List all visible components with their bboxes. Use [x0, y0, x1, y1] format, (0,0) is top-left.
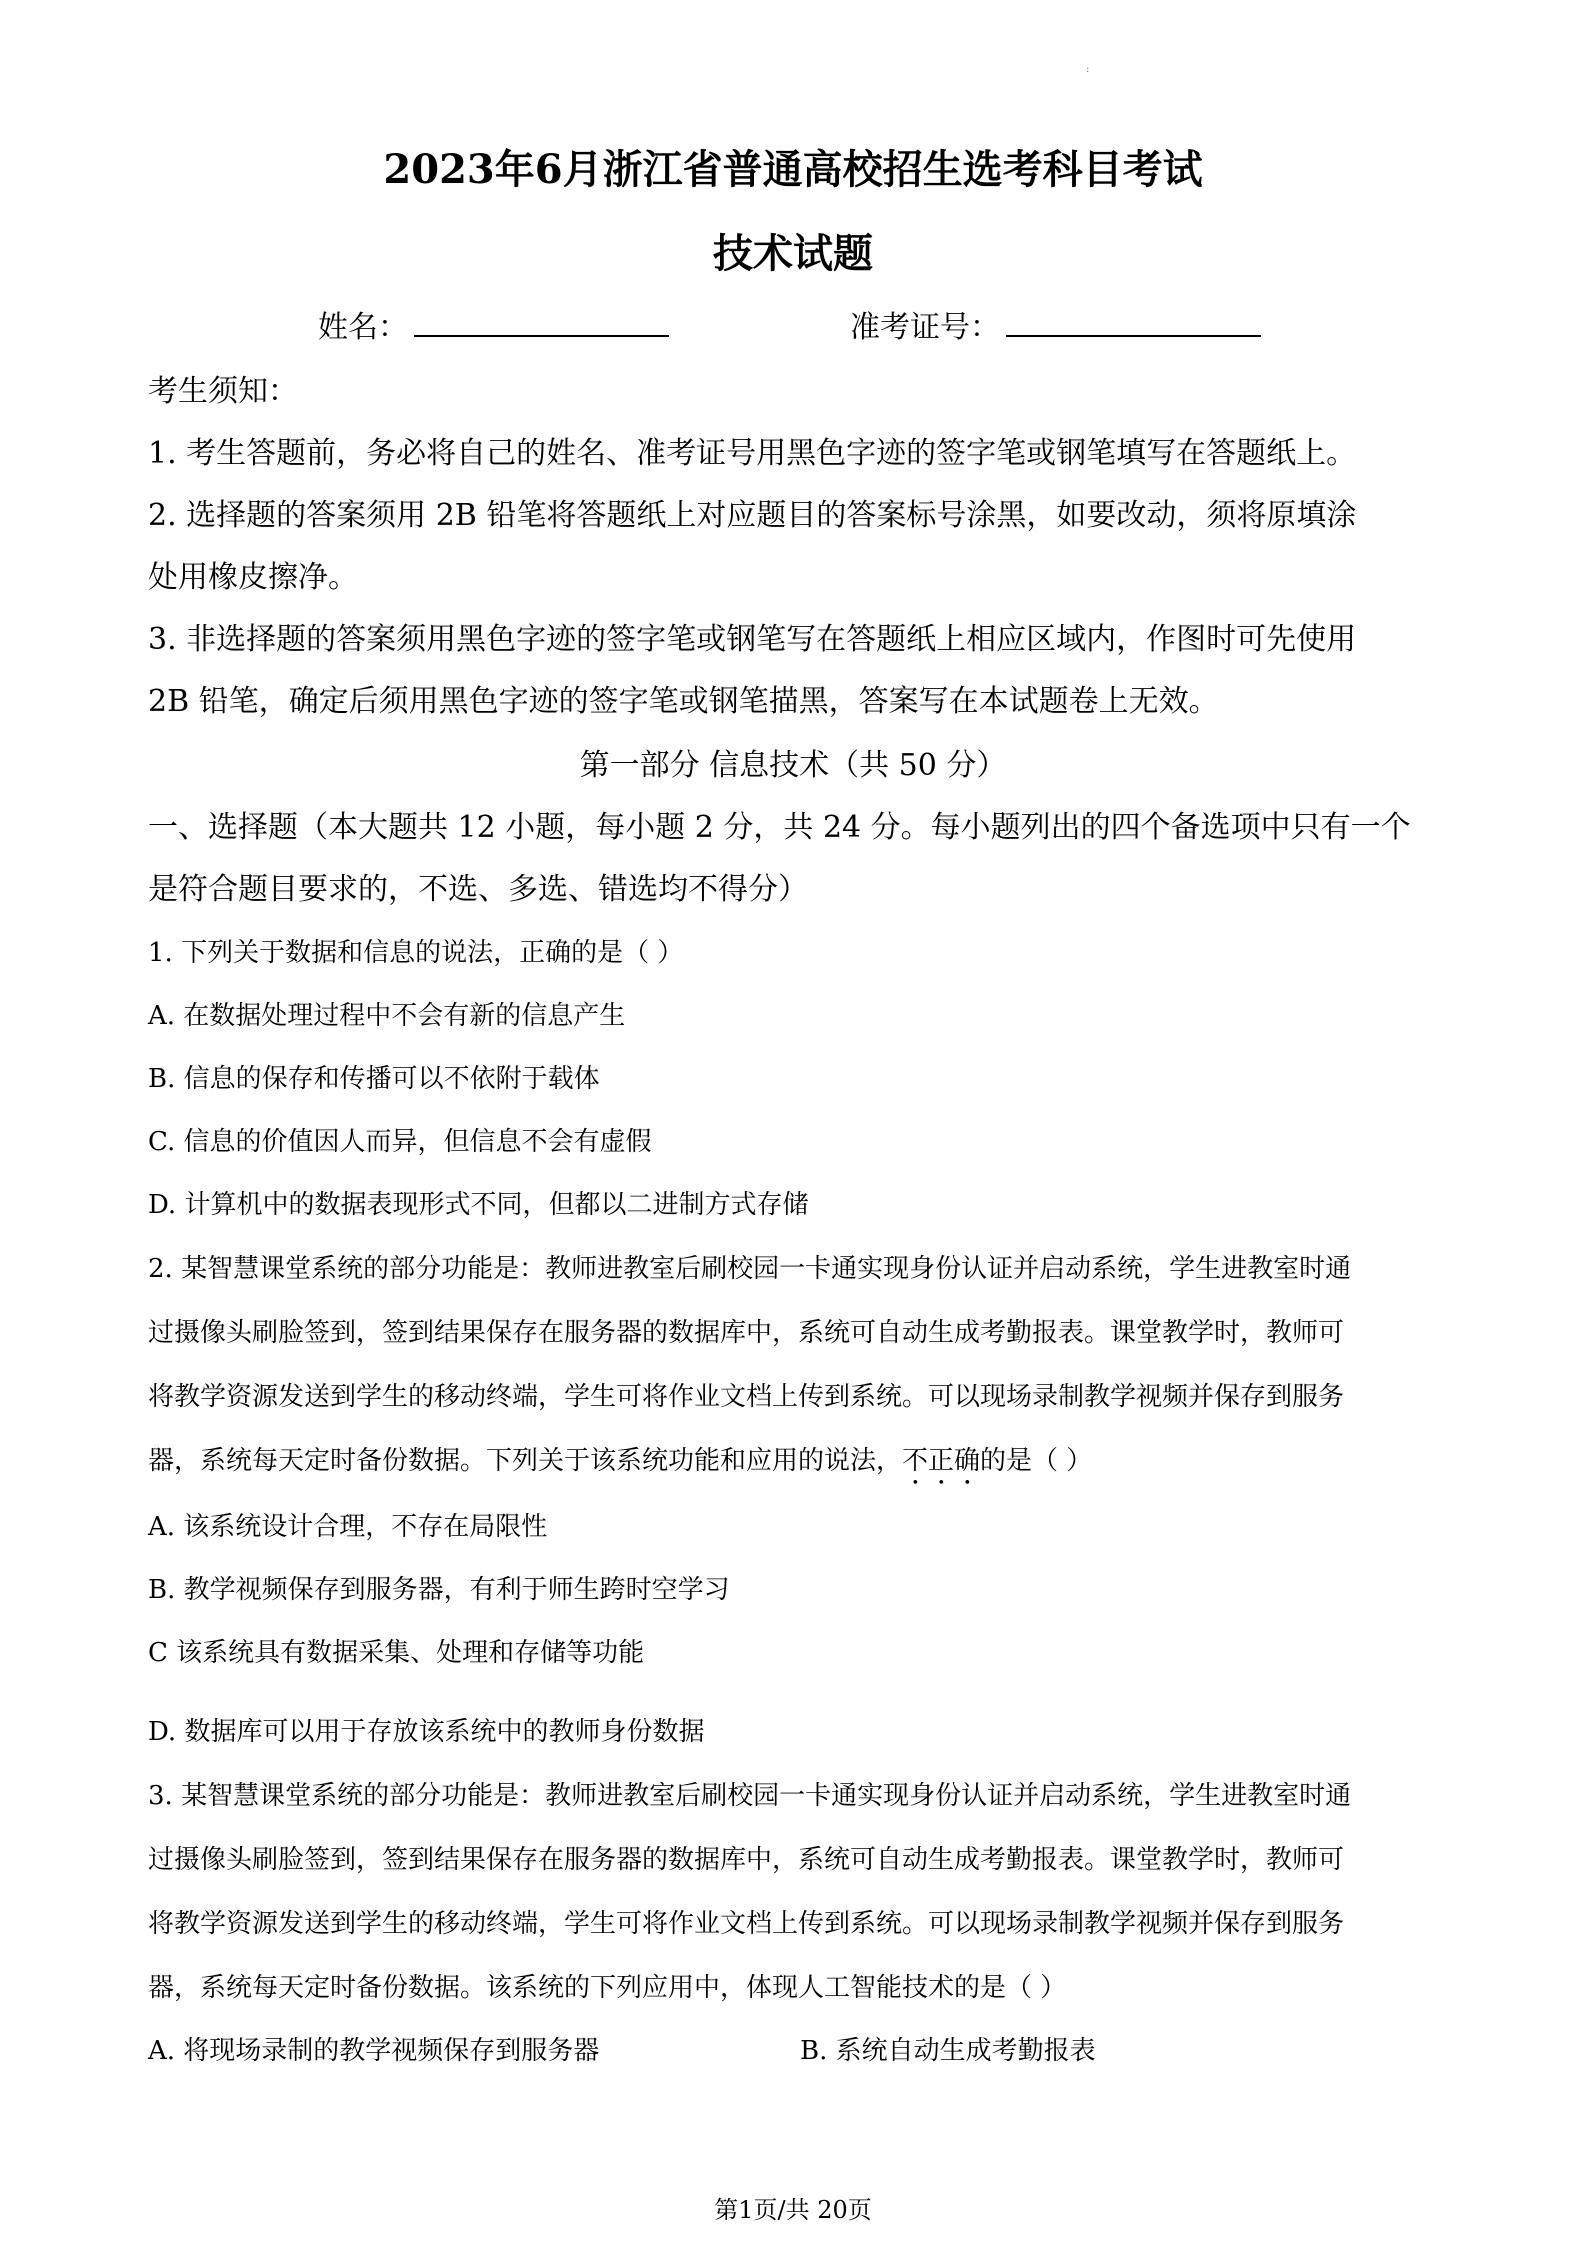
- emphasis-text: 不正确: [902, 1446, 981, 1476]
- mc-intro: 一、选择题（本大题共 12 小题，每小题 2 分，共 24 分。每小题列出的四个备选项中只有一个: [148, 810, 1411, 845]
- question-1-option-d: D. 计算机中的数据表现形式不同，但都以二进制方式存储: [148, 1190, 809, 1220]
- question-3-stem: 3. 某智慧课堂系统的部分功能是：教师进教室后刷校园一卡通实现身份认证并启动系统，学生进教室时通: [148, 1781, 1352, 1811]
- page-footer: 第1页/共 20页: [714, 2196, 872, 2224]
- question-3-option-b: B. 系统自动生成考勤报表: [800, 2036, 1096, 2066]
- notice-item: 3. 非选择题的答案须用黑色字迹的签字笔或钢笔写在答题纸上相应区域内，作图时可先使用: [148, 622, 1357, 657]
- notice-item: 2B 铅笔，确定后须用黑色字迹的签字笔或钢笔描黑，答案写在本试题卷上无效。: [148, 684, 1219, 719]
- question-2-option-a: A. 该系统设计合理，不存在局限性: [148, 1512, 548, 1542]
- notice-item: 1. 考生答题前，务必将自己的姓名、准考证号用黑色字迹的签字笔或钢笔填写在答题纸上。: [148, 436, 1357, 471]
- exam-title: 2023年6月浙江省普通高校招生选考科目考试: [383, 146, 1203, 193]
- corner-mark: :: [1086, 64, 1090, 75]
- id-blank[interactable]: [1006, 311, 1261, 337]
- notice-item: 处用橡皮擦净。: [148, 560, 358, 595]
- name-field[interactable]: [318, 302, 669, 346]
- question-2-option-d: D. 数据库可以用于存放该系统中的教师身份数据: [148, 1717, 705, 1747]
- name-label: 姓名：: [318, 310, 408, 345]
- question-3-option-a: A. 将现场录制的教学视频保存到服务器: [148, 2036, 600, 2066]
- question-3-stem: 将教学资源发送到学生的移动终端，学生可将作业文档上传到系统。可以现场录制教学视频并保存到服务: [148, 1909, 1345, 1939]
- question-2-stem: [148, 1440, 1092, 1491]
- section-title: 第一部分 信息技术（共 50 分）: [579, 748, 1007, 783]
- question-2-stem: 将教学资源发送到学生的移动终端，学生可将作业文档上传到系统。可以现场录制教学视频并保存到服务: [148, 1382, 1345, 1412]
- question-2-stem-part: 的是（ ）: [980, 1446, 1093, 1476]
- question-1-option-b: B. 信息的保存和传播可以不依附于载体: [148, 1064, 600, 1094]
- id-field[interactable]: [850, 302, 1261, 346]
- name-blank[interactable]: [414, 311, 669, 337]
- notice-heading: 考生须知：: [148, 374, 298, 409]
- question-3-stem: 器，系统每天定时备份数据。该系统的下列应用中，体现人工智能技术的是（ ）: [148, 1973, 1067, 2003]
- question-2-stem: 2. 某智慧课堂系统的部分功能是：教师进教室后刷校园一卡通实现身份认证并启动系统，学生进教室时通: [148, 1254, 1352, 1284]
- question-1-stem: 1. 下列关于数据和信息的说法，正确的是（ ）: [148, 938, 684, 968]
- question-2-stem: 过摄像头刷脸签到，签到结果保存在服务器的数据库中，系统可自动生成考勤报表。课堂教学时，教师可: [148, 1318, 1345, 1348]
- question-3-stem: 过摄像头刷脸签到，签到结果保存在服务器的数据库中，系统可自动生成考勤报表。课堂教学时，教师可: [148, 1845, 1345, 1875]
- question-2-stem-part: 器，系统每天定时备份数据。下列关于该系统功能和应用的说法，: [148, 1446, 903, 1476]
- question-2-option-b: B. 教学视频保存到服务器，有利于师生跨时空学习: [148, 1575, 730, 1605]
- question-2-option-c: C 该系统具有数据采集、处理和存储等功能: [148, 1638, 645, 1668]
- id-label: 准考证号：: [850, 310, 1000, 345]
- question-1-option-c: C. 信息的价值因人而异，但信息不会有虚假: [148, 1127, 652, 1157]
- exam-subtitle: 技术试题: [713, 230, 873, 277]
- mc-intro: 是符合题目要求的，不选、多选、错选均不得分）: [148, 872, 808, 907]
- notice-item: 2. 选择题的答案须用 2B 铅笔将答题纸上对应题目的答案标号涂黑，如要改动，须将原填涂: [148, 498, 1357, 533]
- question-1-option-a: A. 在数据处理过程中不会有新的信息产生: [148, 1001, 626, 1031]
